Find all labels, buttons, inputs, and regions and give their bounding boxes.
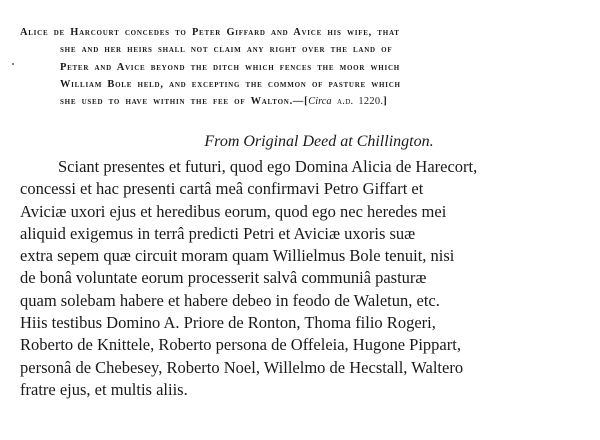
- deed-line: Sciant presentes et futuri, quod ego Domina Alicia de Harecort,: [58, 157, 478, 176]
- deed-abstract: [20, 24, 576, 110]
- deed-line: quam solebam habere et habere debeo in feodo de Waletun, etc.: [20, 290, 440, 310]
- margin-mark: [12, 63, 14, 65]
- deed-line: fratre ejus, et multis aliis.: [20, 379, 188, 399]
- abstract-line-last: [20, 93, 576, 110]
- abstract-line: Alice de Harcourt concedes to Peter Giffard and Avice his wife, that: [20, 27, 400, 38]
- abstract-line-text: she used to have within the fee of Walton.—[: [60, 96, 309, 108]
- abstract-line: she and her heirs shall not claim any right over the land of: [60, 44, 393, 56]
- deed-line: Aviciæ uxori ejus et heredibus eorum, quod ego nec heredes mei: [20, 201, 447, 221]
- deed-line: Hiis testibus Domino A. Priore de Ronton, Thoma filio Rogeri,: [20, 313, 436, 333]
- abstract-circa: Circa: [308, 96, 332, 108]
- deed-line: personâ de Chebesey, Roberto Noel, Willelmo de Hecstall, Waltero: [20, 357, 464, 377]
- abstract-line: Peter and Avice beyond the ditch which fences the moor which: [60, 61, 400, 73]
- abstract-date: a.d. 1220.: [336, 96, 384, 108]
- abstract-close-bracket: ]: [383, 96, 388, 108]
- deed-line: concessi et hac presenti cartâ meâ confirmavi Petro Giffart et: [20, 179, 424, 199]
- deed-line: aliquid exigemus in terrâ predicti Petri et Aviciæ uxoris suæ: [20, 223, 416, 243]
- deed-line: Roberto de Knittele, Roberto persona de Offeleia, Hugone Pippart,: [20, 335, 461, 355]
- source-heading: From Original Deed at Chillington.: [204, 133, 434, 150]
- abstract-line: William Bole held, and excepting the common of pasture which: [60, 78, 401, 90]
- deed-text: [20, 156, 586, 401]
- deed-line: extra sepem quæ circuit moram quam Willielmus Bole tenuit, nisi: [20, 246, 455, 266]
- deed-line: de bonâ voluntate eorum processerit salvâ communiâ pasturæ: [20, 268, 427, 288]
